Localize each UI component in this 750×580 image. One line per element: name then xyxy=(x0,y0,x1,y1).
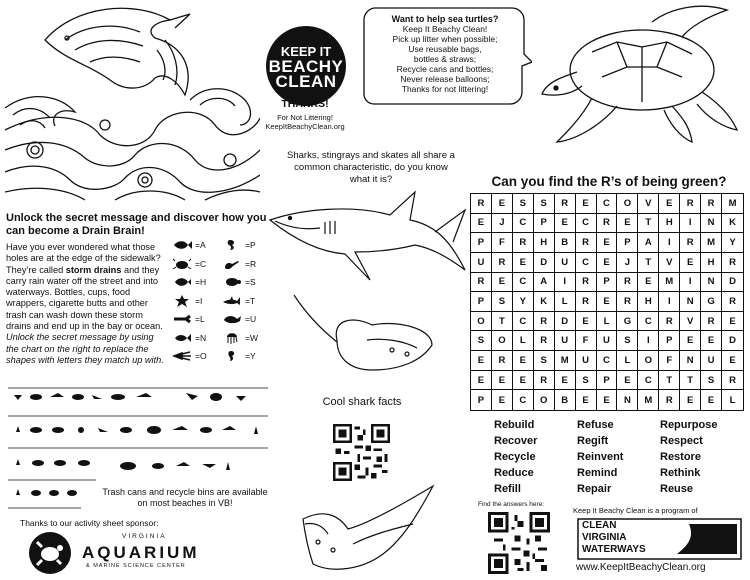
word-item: Rethink xyxy=(660,467,701,479)
grid-letter[interactable]: V xyxy=(680,312,701,332)
grid-letter[interactable]: E xyxy=(680,390,701,410)
grid-letter[interactable]: O xyxy=(471,312,492,332)
grid-letter[interactable]: L xyxy=(729,394,736,406)
grid-letter[interactable]: R xyxy=(576,273,597,293)
grid-letter[interactable]: H xyxy=(638,292,659,312)
grid-letter[interactable]: S xyxy=(534,351,555,371)
fish-icon xyxy=(172,332,192,344)
grid-letter[interactable]: G xyxy=(617,312,638,332)
grid-letter[interactable]: E xyxy=(492,194,513,214)
word-item: Reuse xyxy=(660,483,694,495)
grid-letter[interactable]: R xyxy=(617,292,638,312)
cool-shark-facts-label: Cool shark facts xyxy=(322,396,402,408)
grid-letter[interactable]: B xyxy=(555,233,576,253)
sponsor-label: Thanks to our activity sheet sponsor: xyxy=(20,518,159,528)
grid-letter[interactable]: M xyxy=(659,273,680,293)
whale-icon xyxy=(222,313,242,325)
grid-letter[interactable]: T xyxy=(659,371,680,391)
key-row: = H = S xyxy=(172,273,272,292)
grid-letter[interactable]: S xyxy=(471,331,492,351)
grid-letter[interactable]: O xyxy=(617,194,638,214)
squid-icon xyxy=(172,350,192,362)
grid-letter[interactable]: C xyxy=(597,194,618,214)
key-letter: N xyxy=(199,332,207,343)
fish-icon xyxy=(172,276,192,288)
grid-letter[interactable]: D xyxy=(555,312,576,332)
grid-letter[interactable]: J xyxy=(617,253,638,273)
grid-letter[interactable]: G xyxy=(701,292,722,312)
turtle-tip: Use reusable bags, xyxy=(408,44,482,54)
key-row: = A = P xyxy=(172,236,272,255)
grid-letter[interactable]: R xyxy=(701,194,722,214)
turtle-tips xyxy=(375,14,515,94)
program-label: Keep It Beachy Clean is a program of xyxy=(573,506,698,515)
grid-letter[interactable]: T xyxy=(638,253,659,273)
grid-letter[interactable]: T xyxy=(680,371,701,391)
grid-letter[interactable]: R xyxy=(722,253,743,273)
grid-letter[interactable]: R xyxy=(492,253,513,273)
grid-letter[interactable]: E xyxy=(701,390,722,410)
key-letter: P xyxy=(249,240,256,251)
grid-letter[interactable]: O xyxy=(638,351,659,371)
grid-letter[interactable]: R xyxy=(680,194,701,214)
grid-letter[interactable]: E xyxy=(659,194,680,214)
grid-letter[interactable]: E xyxy=(471,351,492,371)
grid-letter[interactable]: U xyxy=(597,331,618,351)
grid-letter[interactable]: E xyxy=(597,390,618,410)
grid-letter[interactable]: J xyxy=(492,214,513,234)
thanks-sub-url: KeepItBeachyClean.org xyxy=(265,122,345,131)
grid-letter[interactable]: S xyxy=(492,292,513,312)
grid-letter[interactable]: R xyxy=(722,292,743,312)
key-letter: Y xyxy=(249,351,256,362)
grid-letter[interactable]: T xyxy=(638,214,659,234)
word-item: Reinvent xyxy=(577,451,624,463)
word-item: Repair xyxy=(577,483,612,495)
grid-letter[interactable]: U xyxy=(701,351,722,371)
turtle-tip: bottles & straws; xyxy=(413,54,477,64)
word-item: Recover xyxy=(494,435,538,447)
sea-turtle-illustration xyxy=(532,2,744,154)
turtle-tip: Recycle cans and bottles; xyxy=(396,64,494,74)
grid-letter[interactable]: Y xyxy=(722,233,743,253)
grid-letter[interactable]: E xyxy=(513,351,534,371)
word-search-title: Can you find the R’s of being green? xyxy=(491,174,727,189)
aquarium-turtle-logo xyxy=(26,530,74,576)
answers-qr-code[interactable] xyxy=(488,512,550,574)
word-item: Restore xyxy=(660,451,701,463)
grid-letter[interactable]: V xyxy=(659,253,680,273)
keep-it-beachy-clean-logo xyxy=(266,26,346,106)
grid-letter[interactable]: M xyxy=(701,233,722,253)
key-row: = L = U xyxy=(172,310,272,329)
grid-letter[interactable]: P xyxy=(534,214,555,234)
aquarium-state: VIRGINIA xyxy=(122,533,167,540)
word-item: Reduce xyxy=(494,467,534,479)
word-item: Refill xyxy=(494,483,521,495)
word-item: Rebuild xyxy=(494,419,535,431)
website-url[interactable]: www.KeepItBeachyClean.org xyxy=(576,562,706,573)
logo-line-1: KEEP IT xyxy=(280,43,332,59)
grid-letter[interactable]: P xyxy=(597,273,618,293)
key-letter: A xyxy=(199,240,206,251)
grid-letter[interactable]: P xyxy=(471,390,492,410)
aquarium-subtitle: & MARINE SCIENCE CENTER xyxy=(86,563,186,569)
grid-letter[interactable]: S xyxy=(701,371,722,391)
grid-letter[interactable]: R xyxy=(597,214,618,234)
word-item: Recycle xyxy=(494,451,536,463)
grid-letter[interactable]: M xyxy=(722,194,743,214)
grid-letter[interactable]: N xyxy=(680,351,701,371)
jellyfish-icon xyxy=(222,332,242,344)
grid-letter[interactable]: N xyxy=(701,214,722,234)
grid-letter[interactable]: O xyxy=(534,390,555,410)
seahorse-icon xyxy=(222,239,242,251)
key-letter: S xyxy=(249,277,256,288)
grid-letter[interactable]: E xyxy=(597,233,618,253)
fish-icon xyxy=(172,239,192,251)
key-letter: H xyxy=(199,277,207,288)
grid-letter[interactable]: N xyxy=(680,292,701,312)
grid-letter[interactable]: A xyxy=(534,273,555,293)
grid-letter[interactable]: U xyxy=(471,253,492,273)
grid-letter[interactable]: R xyxy=(471,194,492,214)
stingray-illustration xyxy=(292,290,437,390)
key-letter: L xyxy=(199,314,205,325)
grid-letter[interactable]: E xyxy=(492,273,513,293)
grid-letter[interactable]: K xyxy=(534,292,555,312)
grid-letter[interactable]: F xyxy=(576,331,597,351)
grid-letter[interactable]: Y xyxy=(513,292,534,312)
key-letter: U xyxy=(249,314,257,325)
grid-letter[interactable]: U xyxy=(555,253,576,273)
grid-letter[interactable]: E xyxy=(680,253,701,273)
grid-letter[interactable]: M xyxy=(555,351,576,371)
grid-letter[interactable]: E xyxy=(555,214,576,234)
grid-letter[interactable]: E xyxy=(492,371,513,391)
grid-letter[interactable]: R xyxy=(659,390,680,410)
grid-letter[interactable]: E xyxy=(722,351,743,371)
grid-letter[interactable]: C xyxy=(638,312,659,332)
dolphin-waves-illustration xyxy=(5,0,260,205)
grid-letter[interactable]: B xyxy=(555,390,576,410)
grid-letter[interactable]: R xyxy=(680,233,701,253)
grid-letter[interactable]: N xyxy=(701,273,722,293)
shark-question: Sharks, stingrays and skates all share a common characteristic, do you know what it is? xyxy=(287,150,455,185)
grid-letter[interactable]: E xyxy=(576,194,597,214)
grid-letter[interactable]: R xyxy=(576,292,597,312)
cvw-logo-text xyxy=(582,520,692,556)
key-letter: T xyxy=(249,295,256,306)
grid-letter[interactable]: R xyxy=(722,371,743,391)
grid-letter[interactable]: H xyxy=(659,214,680,234)
logo-line-3: CLEAN xyxy=(275,71,337,91)
pelican-icon xyxy=(222,258,242,270)
grid-letter[interactable]: H xyxy=(534,233,555,253)
grid-letter[interactable]: E xyxy=(471,371,492,391)
grid-letter[interactable]: R xyxy=(513,233,534,253)
grid-letter[interactable]: C xyxy=(513,312,534,332)
grid-letter[interactable]: R xyxy=(659,312,680,332)
grid-letter[interactable]: E xyxy=(701,331,722,351)
instructions: Unlock the secret message by using the chart on the right to replace the shapes with letters they match up with. xyxy=(6,332,164,365)
grid-letter[interactable]: R xyxy=(534,331,555,351)
thanks-heading: THANKS! xyxy=(281,98,329,110)
grid-letter[interactable]: L xyxy=(597,312,618,332)
trash-cans-note: Trash cans and recycle bins are available on most beaches in VB! xyxy=(102,487,268,508)
grid-letter[interactable]: D xyxy=(534,253,555,273)
grid-letter[interactable]: I xyxy=(680,214,701,234)
cvw-line: CLEAN xyxy=(582,520,617,531)
cvw-line: VIRGINIA xyxy=(582,532,627,543)
body-text: Have you ever wondered what those holes are at the edge of the sidewalk? They’re called xyxy=(6,242,161,275)
turtle-tip: Keep It Beachy Clean! xyxy=(402,24,488,34)
seahorse-icon xyxy=(222,350,242,362)
grid-letter[interactable]: S xyxy=(534,194,555,214)
grid-letter[interactable]: E xyxy=(576,312,597,332)
grid-letter[interactable]: R xyxy=(534,312,555,332)
grid-letter[interactable]: C xyxy=(638,371,659,391)
word-item: Respect xyxy=(660,435,703,447)
grid-letter[interactable]: C xyxy=(513,273,534,293)
turtle-icon xyxy=(222,276,242,288)
shark-facts-qr-code[interactable] xyxy=(333,424,390,481)
grid-letter[interactable]: E xyxy=(597,253,618,273)
grid-letter[interactable]: E xyxy=(597,292,618,312)
grid-letter[interactable]: P xyxy=(471,292,492,312)
shark-illustration xyxy=(265,190,470,295)
grid-letter[interactable]: E xyxy=(471,214,492,234)
cvw-line: WATERWAYS xyxy=(582,544,646,555)
key-letter: O xyxy=(199,351,207,362)
key-row: = I = T xyxy=(172,292,272,311)
aquarium-name: AQUARIUM xyxy=(82,543,200,562)
grid-letter[interactable]: C xyxy=(513,390,534,410)
key-row: = N = W xyxy=(172,329,272,348)
grid-letter[interactable]: D xyxy=(722,273,743,293)
logo-line-2: BEACHY xyxy=(268,56,344,76)
crab-icon xyxy=(172,258,192,270)
key-letter: I xyxy=(199,295,203,306)
grid-letter[interactable]: S xyxy=(513,194,534,214)
word-item: Repurpose xyxy=(660,419,718,431)
key-row: = O = Y xyxy=(172,347,272,366)
grid-letter[interactable]: P xyxy=(597,371,618,391)
grid-letter[interactable]: D xyxy=(722,331,743,351)
grid-letter[interactable]: E xyxy=(513,371,534,391)
grid-letter[interactable]: I xyxy=(659,292,680,312)
grid-letter[interactable]: P xyxy=(617,233,638,253)
grid-letter[interactable]: V xyxy=(638,194,659,214)
grid-letter[interactable]: U xyxy=(555,331,576,351)
grid-letter[interactable]: R xyxy=(701,312,722,332)
turtle-tip: Thanks for not littering! xyxy=(401,84,489,94)
grid-letter[interactable]: P xyxy=(471,233,492,253)
grid-letter[interactable]: S xyxy=(617,331,638,351)
grid-letter[interactable]: E xyxy=(638,273,659,293)
drain-brain-title: Unlock the secret message and discover how you can become a Drain Brain! xyxy=(6,212,267,237)
grid-letter[interactable]: R xyxy=(534,371,555,391)
grid-letter[interactable]: C xyxy=(597,351,618,371)
key-row: = C = R xyxy=(172,255,272,274)
word-item: Refuse xyxy=(577,419,614,431)
word-item: Remind xyxy=(577,467,618,479)
turtle-tip: Never release balloons; xyxy=(400,74,490,84)
grid-letter[interactable]: U xyxy=(576,351,597,371)
grid-letter[interactable]: F xyxy=(492,233,513,253)
grid-letter[interactable]: S xyxy=(576,371,597,391)
turtle-tip: Pick up litter when possible; xyxy=(392,34,498,44)
grid-letter[interactable]: K xyxy=(722,214,743,234)
grid-letter[interactable]: R xyxy=(617,273,638,293)
grid-letter[interactable]: C xyxy=(576,253,597,273)
key-letter: W xyxy=(249,332,258,343)
grid-letter[interactable]: E xyxy=(492,390,513,410)
grid-letter[interactable]: I xyxy=(555,273,576,293)
grid-letter[interactable]: E xyxy=(617,371,638,391)
grid-letter[interactable]: R xyxy=(555,194,576,214)
grid-letter[interactable]: E xyxy=(555,371,576,391)
drain-brain-body xyxy=(6,242,168,366)
grid-letter[interactable]: C xyxy=(576,214,597,234)
grid-letter[interactable]: M xyxy=(638,390,659,410)
grid-letter[interactable]: H xyxy=(701,253,722,273)
word-item: Regift xyxy=(577,435,609,447)
key-letter: R xyxy=(249,258,257,269)
storm-drains-term: storm drains xyxy=(65,264,122,275)
lobster-icon xyxy=(172,313,192,325)
grid-letter[interactable]: I xyxy=(659,233,680,253)
turtle-tips-title: Want to help sea turtles? xyxy=(391,14,499,24)
grid-letter[interactable]: L xyxy=(617,351,638,371)
grid-letter[interactable]: C xyxy=(513,214,534,234)
grid-letter[interactable]: F xyxy=(659,351,680,371)
word-list xyxy=(494,419,744,499)
grid-letter[interactable]: O xyxy=(492,331,513,351)
thanks-subtext xyxy=(252,113,358,131)
key-letter: C xyxy=(199,258,207,269)
manta-ray-illustration xyxy=(293,484,441,576)
grid-letter[interactable]: E xyxy=(680,331,701,351)
grid-letter[interactable]: I xyxy=(680,273,701,293)
grid-letter[interactable]: T xyxy=(492,312,513,332)
grid-letter[interactable]: E xyxy=(722,312,743,332)
answers-label: Find the answers here: xyxy=(478,501,545,508)
grid-letter[interactable]: I xyxy=(638,331,659,351)
grid-letter[interactable]: R xyxy=(492,351,513,371)
grid-letter[interactable]: L xyxy=(555,292,576,312)
shark-icon xyxy=(222,295,242,307)
word-search-grid[interactable] xyxy=(470,193,744,411)
grid-letter[interactable]: E xyxy=(576,390,597,410)
grid-letter[interactable]: E xyxy=(513,253,534,273)
grid-letter[interactable]: P xyxy=(659,331,680,351)
grid-letter[interactable]: R xyxy=(576,233,597,253)
grid-letter[interactable]: E xyxy=(617,214,638,234)
grid-letter[interactable]: L xyxy=(513,331,534,351)
starfish-icon xyxy=(172,295,192,307)
grid-letter[interactable]: N xyxy=(617,390,638,410)
symbol-key-chart xyxy=(172,236,272,366)
thanks-sub-line-1: For Not Littering! xyxy=(277,113,333,122)
grid-letter[interactable]: A xyxy=(638,233,659,253)
body-text: and they carry rain water off the street and into waterways. Bottles, cups, food wrappers, cigarette butts and other trash can wash down these storm drains and end up in the bay or ocean. xyxy=(6,264,163,332)
grid-letter[interactable]: R xyxy=(471,273,492,293)
